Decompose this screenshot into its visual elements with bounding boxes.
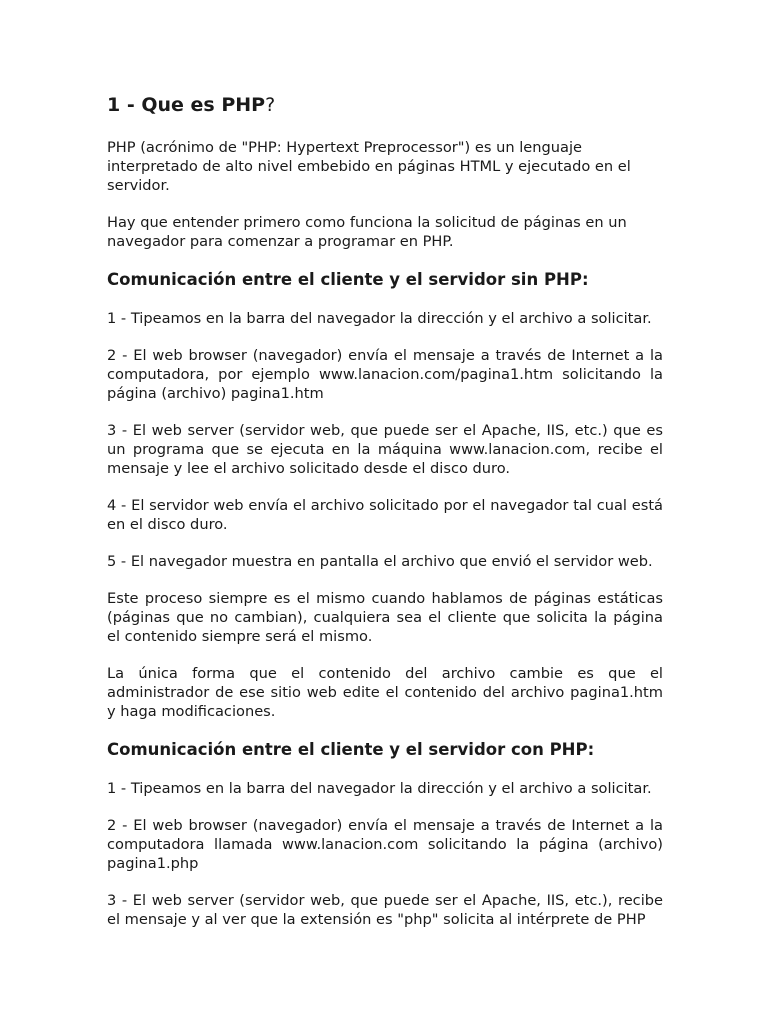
sin-php-step-5: 5 - El navegador muestra en pantalla el archivo que envió el servidor web. — [107, 553, 653, 570]
sin-php-step-3: 3 - El web server (servidor web, que puede ser el Apache, IIS, etc.) que es un programa que se ejecuta en la máquina www.lanacion.com, recibe el mensaje y lee el archivo solicitado desde el disco duro. — [107, 422, 663, 477]
document-page — [107, 92, 663, 947]
section-heading-con-php: Comunicación entre el cliente y el servidor con PHP: — [107, 740, 595, 759]
con-php-step-2: 2 - El web browser (navegador) envía el mensaje a través de Internet a la computadora llamada www.lanacion.com solicitando la página (archivo) pagina1.php — [107, 817, 663, 872]
sin-php-step-1: 1 - Tipeamos en la barra del navegador la dirección y el archivo a solicitar. — [107, 310, 652, 327]
page-title — [107, 92, 663, 118]
intro-paragraph-1: PHP (acrónimo de "PHP: Hypertext Preprocessor") es un lenguaje interpretado de alto nivel embebido en páginas HTML y ejecutado en el servidor. — [107, 139, 631, 194]
section-heading-sin-php: Comunicación entre el cliente y el servidor sin PHP: — [107, 270, 589, 289]
con-php-step-3: 3 - El web server (servidor web, que puede ser el Apache, IIS, etc.), recibe el mensaje y al ver que la extensión es "php" solicita al intérprete de PHP — [107, 892, 663, 928]
sin-php-step-2: 2 - El web browser (navegador) envía el mensaje a través de Internet a la computadora, por ejemplo www.lanacion.com/pagina1.htm solicitando la página (archivo) pagina1.htm — [107, 347, 663, 402]
con-php-step-1: 1 - Tipeamos en la barra del navegador la dirección y el archivo a solicitar. — [107, 780, 652, 797]
intro-paragraph-2: Hay que entender primero como funciona la solicitud de páginas en un navegador para comenzar a programar en PHP. — [107, 214, 627, 250]
page-title-suffix: ? — [265, 94, 276, 116]
page-title-main: 1 - Que es PHP — [107, 94, 266, 116]
sin-php-note-1: Este proceso siempre es el mismo cuando hablamos de páginas estáticas (páginas que no cambian), cualquiera sea el cliente que solicita la página el contenido siempre será el mismo. — [107, 590, 663, 645]
sin-php-step-4: 4 - El servidor web envía el archivo solicitado por el navegador tal cual está en el disco duro. — [107, 497, 663, 533]
sin-php-note-2: La única forma que el contenido del archivo cambie es que el administrador de ese sitio web edite el contenido del archivo pagina1.htm y haga modificaciones. — [107, 665, 663, 720]
